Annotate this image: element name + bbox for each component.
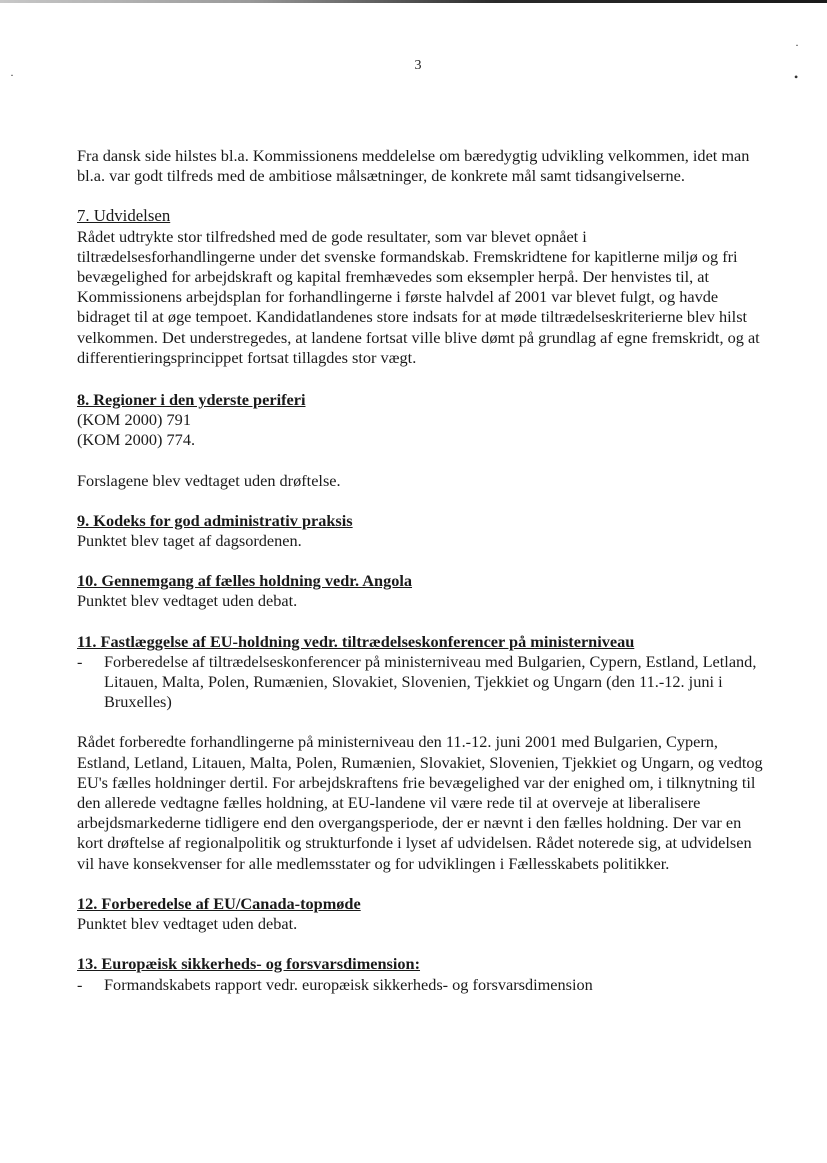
section-8-ref-1: (KOM 2000) 791 — [77, 410, 191, 430]
section-13-heading: 13. Europæisk sikkerheds- og forsvarsdimension: — [77, 954, 421, 974]
section-10-body: Punktet blev vedtaget uden debat. — [77, 591, 298, 611]
section-12-body: Punktet blev vedtaget uden debat. — [77, 914, 298, 934]
document-body — [77, 146, 767, 995]
section-9-body: Punktet blev taget af dagsordenen. — [77, 531, 302, 551]
section-7-body: Rådet udtrykte stor tilfredshed med de gode resultater, som var blevet opnået i tiltrædelsesforhandlingerne under det svenske formandskab. Fremskridtene for kapitlerne miljø og fri bevægelighed for arbejdskraft og kapital fremhævedes som eksempler herpå. Der henvistes til, at Kommissionens arbejdsplan for forhandlingerne i første halvdel af 2001 var blevet fulgt, og havde bidraget til at øge tempoet. Kandidatlandenes store indsats for at møde tiltrædelseskriterierne blev hilst velkommen. Det understregedes, at landene fortsat ville blive dømt på grundlag af egne fremskridt, og at differentieringsprincippet fortsat tillagdes stor vægt. — [77, 226, 760, 367]
section-11-body: Rådet forberedte forhandlingerne på ministerniveau den 11.-12. juni 2001 med Bulgarien, Cypern, Estland, Letland, Litauen, Malta, Polen, Rumænien, Slovakiet, Slovenien, Tjekkiet og Ungarn, og vedtog EU's fælles holdninger dertil. For arbejdskraftens frie bevægelighed var der enighed om, i tilknytning til den allerede vedtagne fælles holdning, at EU-landene vil være rede til at overveje at liberalisere arbejdsmarkederne tidligere end den overgangsperiode, der er nævnt i den fælles holdning. Der var en kort drøftelse af regionalpolitik og strukturfonde i lyset af udvidelsen. Rådet noterede sig, at udvidelsen vil have konsekvenser for alle medlemsstater og for udviklingen i Fællesskabets politikker. — [77, 732, 763, 873]
section-9-heading: 9. Kodeks for god administrativ praksis — [77, 510, 353, 530]
section-11-bullet — [77, 652, 767, 713]
section-10-heading: 10. Gennemgang af fælles holdning vedr. Angola — [77, 571, 413, 591]
intro-paragraph: Fra dansk side hilstes bl.a. Kommissionens meddelelse om bæredygtig udvikling velkommen, idet man bl.a. var godt tilfreds med de ambitiose målsætninger, de konkrete mål samt tidsangivelserne. — [77, 146, 750, 186]
bullet-dash: - — [77, 651, 83, 671]
section-11-bullet-text: Forberedelse af tiltrædelseskonferencer på ministerniveau med Bulgarien, Cypern, Estland, Letland, Litauen, Malta, Polen, Rumænien, Slovakiet, Slovenien, Tjekkiet og Ungarn (den 11.-12. juni i Bruxelles) — [104, 651, 757, 712]
section-13-bullet — [77, 975, 767, 995]
section-7-heading: 7. Udvidelsen — [77, 206, 171, 226]
scan-mark: · — [795, 38, 799, 52]
scan-mark: • — [794, 70, 799, 84]
section-8-ref-2: (KOM 2000) 774. — [77, 430, 196, 450]
page-number: 3 — [414, 58, 422, 73]
section-8-body: Forslagene blev vedtaget uden drøftelse. — [77, 470, 341, 490]
section-8-heading: 8. Regioner i den yderste periferi — [77, 390, 306, 410]
bullet-dash: - — [77, 974, 83, 994]
section-12-heading: 12. Forberedelse af EU/Canada-topmøde — [77, 893, 361, 913]
scan-mark: · — [10, 68, 14, 82]
section-13-bullet-text: Formandskabets rapport vedr. europæisk sikkerheds- og forsvarsdimension — [104, 974, 593, 994]
section-11-heading: 11. Fastlæggelse af EU-holdning vedr. tiltrædelseskonferencer på ministerniveau — [77, 631, 635, 651]
page-top-rule — [0, 0, 827, 3]
